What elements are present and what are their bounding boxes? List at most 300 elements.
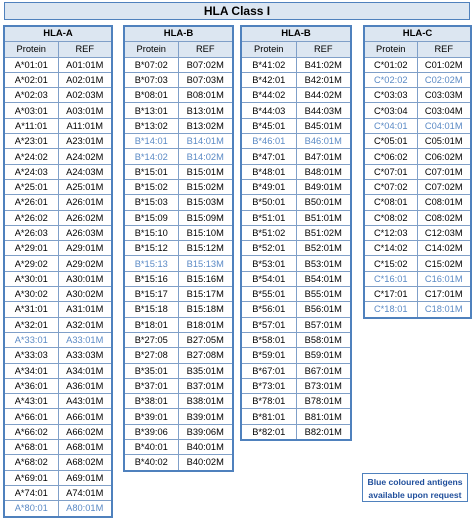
protein-cell: B*42:01 (241, 72, 296, 87)
table-row (241, 424, 351, 440)
ref-cell: A02:03M (58, 88, 112, 103)
table-row (4, 501, 112, 517)
table-row (241, 57, 351, 72)
ref-cell: B78:01M (296, 394, 351, 409)
table-row (364, 195, 471, 210)
table-row (241, 103, 351, 118)
ref-cell: B14:02M (178, 149, 233, 164)
ref-cell: B59:01M (296, 348, 351, 363)
ref-cell: C06:02M (417, 149, 471, 164)
protein-cell: B*67:01 (241, 363, 296, 378)
protein-cell: B*15:16 (124, 271, 178, 286)
ref-cell: B40:01M (178, 440, 233, 455)
table-row (241, 72, 351, 87)
table-row (4, 88, 112, 103)
table-row (4, 179, 112, 194)
table-row (4, 164, 112, 179)
table-row (124, 134, 233, 149)
table-row (124, 424, 233, 439)
protein-cell: A*01:01 (4, 57, 58, 72)
table-row (4, 394, 112, 409)
protein-cell: A*23:01 (4, 134, 58, 149)
protein-cell: B*39:01 (124, 409, 178, 424)
group-header: HLA-A (4, 26, 112, 42)
ref-cell: C05:01M (417, 134, 471, 149)
protein-cell: C*17:01 (364, 287, 417, 302)
ref-cell: B81:01M (296, 409, 351, 424)
table-row (364, 118, 471, 133)
protein-cell: C*16:01 (364, 271, 417, 286)
ref-cell: B52:01M (296, 241, 351, 256)
protein-cell: A*24:02 (4, 149, 58, 164)
protein-cell: A*68:01 (4, 440, 58, 455)
ref-cell: B51:02M (296, 225, 351, 240)
ref-cell: A31:01M (58, 302, 112, 317)
ref-cell: B39:01M (178, 409, 233, 424)
protein-header: Protein (364, 42, 417, 57)
ref-cell: A30:02M (58, 287, 112, 302)
protein-cell: C*15:02 (364, 256, 417, 271)
ref-cell: A68:01M (58, 440, 112, 455)
ref-cell: B18:01M (178, 317, 233, 332)
table-row (241, 179, 351, 194)
ref-cell: B50:01M (296, 195, 351, 210)
protein-cell: C*03:04 (364, 103, 417, 118)
table-row (124, 225, 233, 240)
table-row (364, 149, 471, 164)
protein-cell: A*43:01 (4, 394, 58, 409)
ref-cell: C02:02M (417, 72, 471, 87)
hla-a-column (3, 25, 113, 518)
protein-cell: A*26:03 (4, 225, 58, 240)
table-row (124, 378, 233, 393)
table-row (4, 409, 112, 424)
protein-cell: B*52:01 (241, 241, 296, 256)
table-row (241, 164, 351, 179)
hla-c-table (363, 25, 472, 319)
table-body (241, 57, 351, 440)
protein-cell: A*30:02 (4, 287, 58, 302)
ref-cell: A43:01M (58, 394, 112, 409)
protein-cell: B*15:09 (124, 210, 178, 225)
table-row (364, 241, 471, 256)
table-row (124, 455, 233, 471)
protein-cell: B*15:03 (124, 195, 178, 210)
table-row (241, 317, 351, 332)
protein-cell: B*38:01 (124, 394, 178, 409)
table-row (364, 88, 471, 103)
protein-cell: C*08:01 (364, 195, 417, 210)
protein-cell: B*73:01 (241, 378, 296, 393)
table-row (124, 256, 233, 271)
protein-cell: C*07:01 (364, 164, 417, 179)
ref-cell: B13:02M (178, 118, 233, 133)
ref-cell: C08:01M (417, 195, 471, 210)
protein-cell: B*51:01 (241, 210, 296, 225)
table-row (364, 134, 471, 149)
ref-cell: A24:03M (58, 164, 112, 179)
protein-cell: B*07:03 (124, 72, 178, 87)
table-row (4, 225, 112, 240)
table-row (124, 363, 233, 378)
protein-cell: A*32:01 (4, 317, 58, 332)
protein-cell: C*04:01 (364, 118, 417, 133)
protein-cell: A*66:02 (4, 424, 58, 439)
protein-cell: A*25:01 (4, 179, 58, 194)
ref-cell: B15:16M (178, 271, 233, 286)
table-row (124, 394, 233, 409)
table-row (241, 241, 351, 256)
table-row (124, 164, 233, 179)
ref-cell: C01:02M (417, 57, 471, 72)
ref-header: REF (178, 42, 233, 57)
protein-cell: B*15:13 (124, 256, 178, 271)
ref-cell: A26:01M (58, 195, 112, 210)
protein-cell: B*07:02 (124, 57, 178, 72)
hla-a-table (3, 25, 113, 518)
ref-cell: B15:17M (178, 287, 233, 302)
ref-cell: C03:04M (417, 103, 471, 118)
table-row (241, 210, 351, 225)
table-row (124, 88, 233, 103)
ref-cell: C04:01M (417, 118, 471, 133)
protein-cell: A*11:01 (4, 118, 58, 133)
ref-cell: C03:03M (417, 88, 471, 103)
protein-cell: B*15:01 (124, 164, 178, 179)
protein-cell: B*53:01 (241, 256, 296, 271)
ref-cell: B07:03M (178, 72, 233, 87)
table-row (4, 57, 112, 72)
table-row (364, 72, 471, 87)
ref-cell: B37:01M (178, 378, 233, 393)
group-header: HLA-B (124, 26, 233, 42)
table-row (4, 440, 112, 455)
ref-cell: C08:02M (417, 210, 471, 225)
table-row (124, 332, 233, 347)
ref-cell: C07:01M (417, 164, 471, 179)
protein-cell: A*24:03 (4, 164, 58, 179)
table-row (241, 225, 351, 240)
protein-cell: C*03:03 (364, 88, 417, 103)
protein-cell: B*56:01 (241, 302, 296, 317)
ref-cell: B42:01M (296, 72, 351, 87)
protein-cell: A*30:01 (4, 271, 58, 286)
table-row (124, 241, 233, 256)
table-row (4, 424, 112, 439)
table-row (364, 103, 471, 118)
ref-cell: A33:01M (58, 332, 112, 347)
table-row (364, 256, 471, 271)
table-row (124, 179, 233, 194)
ref-cell: B73:01M (296, 378, 351, 393)
table-row (4, 134, 112, 149)
ref-cell: A26:03M (58, 225, 112, 240)
ref-cell: A01:01M (58, 57, 112, 72)
table-row (4, 241, 112, 256)
table-row (4, 317, 112, 332)
protein-cell: B*58:01 (241, 332, 296, 347)
protein-cell: B*45:01 (241, 118, 296, 133)
hla-b-table-1 (123, 25, 234, 472)
ref-cell: B27:08M (178, 348, 233, 363)
protein-header: Protein (124, 42, 178, 57)
table-row (241, 363, 351, 378)
table-row (4, 455, 112, 470)
table-row (124, 287, 233, 302)
protein-cell: B*44:02 (241, 88, 296, 103)
table-row (4, 378, 112, 393)
protein-cell: B*57:01 (241, 317, 296, 332)
table-row (124, 317, 233, 332)
table-row (241, 287, 351, 302)
protein-cell: B*15:12 (124, 241, 178, 256)
table-row (364, 271, 471, 286)
ref-cell: A74:01M (58, 485, 112, 500)
table-row (4, 72, 112, 87)
ref-cell: B35:01M (178, 363, 233, 378)
protein-cell: A*03:01 (4, 103, 58, 118)
ref-cell: A34:01M (58, 363, 112, 378)
ref-cell: B40:02M (178, 455, 233, 471)
ref-cell: A69:01M (58, 470, 112, 485)
ref-cell: A02:01M (58, 72, 112, 87)
protein-cell: B*35:01 (124, 363, 178, 378)
table-row (4, 363, 112, 378)
protein-cell: B*39:06 (124, 424, 178, 439)
protein-cell: B*14:01 (124, 134, 178, 149)
hla-b-column-2 (240, 25, 352, 441)
protein-cell: C*07:02 (364, 179, 417, 194)
table-row (4, 118, 112, 133)
ref-cell: A03:01M (58, 103, 112, 118)
ref-cell: A26:02M (58, 210, 112, 225)
protein-cell: B*08:01 (124, 88, 178, 103)
protein-cell: B*51:02 (241, 225, 296, 240)
protein-cell: B*40:01 (124, 440, 178, 455)
table-row (124, 149, 233, 164)
ref-cell: B08:01M (178, 88, 233, 103)
protein-cell: B*78:01 (241, 394, 296, 409)
table-row (4, 470, 112, 485)
note-line-1: Blue coloured antigens (367, 477, 463, 487)
protein-cell: C*06:02 (364, 149, 417, 164)
protein-cell: C*08:02 (364, 210, 417, 225)
protein-cell: B*49:01 (241, 179, 296, 194)
ref-cell: B53:01M (296, 256, 351, 271)
protein-cell: A*26:02 (4, 210, 58, 225)
protein-cell: B*50:01 (241, 195, 296, 210)
protein-cell: B*44:03 (241, 103, 296, 118)
hla-c-column (363, 25, 472, 319)
ref-cell: C16:01M (417, 271, 471, 286)
protein-header: Protein (241, 42, 296, 57)
table-row (4, 332, 112, 347)
protein-cell: A*36:01 (4, 378, 58, 393)
table-row (364, 179, 471, 194)
ref-cell: C07:02M (417, 179, 471, 194)
ref-cell: B44:03M (296, 103, 351, 118)
table-row (241, 378, 351, 393)
ref-cell: B15:13M (178, 256, 233, 271)
ref-cell: A32:01M (58, 317, 112, 332)
table-row (364, 164, 471, 179)
ref-cell: A36:01M (58, 378, 112, 393)
protein-cell: B*48:01 (241, 164, 296, 179)
ref-cell: B15:03M (178, 195, 233, 210)
table-row (241, 118, 351, 133)
ref-cell: B54:01M (296, 271, 351, 286)
hla-b-table-2 (240, 25, 352, 441)
ref-cell: B82:01M (296, 424, 351, 440)
table-row (124, 409, 233, 424)
ref-cell: B56:01M (296, 302, 351, 317)
protein-cell: B*40:02 (124, 455, 178, 471)
protein-cell: A*02:03 (4, 88, 58, 103)
protein-cell: C*14:02 (364, 241, 417, 256)
ref-header: REF (58, 42, 112, 57)
protein-cell: B*15:10 (124, 225, 178, 240)
protein-cell: B*18:01 (124, 317, 178, 332)
ref-cell: B55:01M (296, 287, 351, 302)
table-row (124, 195, 233, 210)
group-header: HLA-C (364, 26, 471, 42)
table-row (4, 103, 112, 118)
ref-cell: B15:02M (178, 179, 233, 194)
ref-cell: B47:01M (296, 149, 351, 164)
protein-cell: B*15:18 (124, 302, 178, 317)
table-row (4, 302, 112, 317)
table-row (124, 118, 233, 133)
ref-cell: A11:01M (58, 118, 112, 133)
protein-cell: B*27:05 (124, 332, 178, 347)
ref-cell: B39:06M (178, 424, 233, 439)
table-row (4, 287, 112, 302)
table-body (364, 57, 471, 318)
protein-header: Protein (4, 42, 58, 57)
ref-cell: C14:02M (417, 241, 471, 256)
protein-cell: B*14:02 (124, 149, 178, 164)
protein-cell: A*26:01 (4, 195, 58, 210)
table-row (4, 348, 112, 363)
ref-cell: B38:01M (178, 394, 233, 409)
protein-cell: C*05:01 (364, 134, 417, 149)
protein-cell: A*02:01 (4, 72, 58, 87)
ref-cell: B15:01M (178, 164, 233, 179)
protein-cell: A*80:01 (4, 501, 58, 517)
protein-cell: B*46:01 (241, 134, 296, 149)
table-row (4, 485, 112, 500)
protein-cell: B*13:01 (124, 103, 178, 118)
ref-cell: B58:01M (296, 332, 351, 347)
table-row (124, 440, 233, 455)
ref-cell: B15:10M (178, 225, 233, 240)
table-row (124, 57, 233, 72)
ref-header: REF (296, 42, 351, 57)
table-row (124, 302, 233, 317)
table-row (241, 88, 351, 103)
protein-cell: C*18:01 (364, 302, 417, 318)
protein-cell: B*37:01 (124, 378, 178, 393)
protein-cell: A*74:01 (4, 485, 58, 500)
table-row (241, 256, 351, 271)
table-row (124, 103, 233, 118)
protein-cell: B*15:02 (124, 179, 178, 194)
protein-cell: B*54:01 (241, 271, 296, 286)
table-row (124, 348, 233, 363)
protein-cell: B*47:01 (241, 149, 296, 164)
table-row (364, 287, 471, 302)
availability-note (362, 473, 468, 502)
page-title: HLA Class I (4, 2, 470, 20)
ref-cell: A23:01M (58, 134, 112, 149)
table-row (124, 271, 233, 286)
table-body (4, 57, 112, 516)
table-row (4, 210, 112, 225)
protein-cell: B*59:01 (241, 348, 296, 363)
ref-cell: A29:02M (58, 256, 112, 271)
ref-cell: B45:01M (296, 118, 351, 133)
protein-cell: B*27:08 (124, 348, 178, 363)
ref-cell: B48:01M (296, 164, 351, 179)
table-row (4, 149, 112, 164)
ref-header: REF (417, 42, 471, 57)
protein-cell: B*81:01 (241, 409, 296, 424)
ref-cell: B41:02M (296, 57, 351, 72)
ref-cell: A66:02M (58, 424, 112, 439)
table-row (364, 57, 471, 72)
ref-cell: A33:03M (58, 348, 112, 363)
protein-cell: B*82:01 (241, 424, 296, 440)
protein-cell: A*29:02 (4, 256, 58, 271)
table-row (241, 302, 351, 317)
ref-cell: B15:12M (178, 241, 233, 256)
table-row (241, 394, 351, 409)
table-row (241, 332, 351, 347)
table-row (4, 195, 112, 210)
hla-b-column-1 (123, 25, 234, 472)
table-body (124, 57, 233, 471)
ref-cell: B57:01M (296, 317, 351, 332)
ref-cell: C17:01M (417, 287, 471, 302)
ref-cell: B07:02M (178, 57, 233, 72)
protein-cell: B*13:02 (124, 118, 178, 133)
protein-cell: A*29:01 (4, 241, 58, 256)
protein-cell: B*15:17 (124, 287, 178, 302)
table-row (364, 302, 471, 318)
ref-cell: C18:01M (417, 302, 471, 318)
table-row (241, 134, 351, 149)
note-line-2: available upon request (368, 489, 462, 500)
table-row (241, 409, 351, 424)
protein-cell: C*02:02 (364, 72, 417, 87)
table-row (241, 348, 351, 363)
ref-cell: A24:02M (58, 149, 112, 164)
ref-cell: C15:02M (417, 256, 471, 271)
protein-cell: A*68:02 (4, 455, 58, 470)
table-row (241, 271, 351, 286)
table-row (124, 210, 233, 225)
table-row (4, 256, 112, 271)
table-row (124, 72, 233, 87)
protein-cell: C*01:02 (364, 57, 417, 72)
ref-cell: A68:02M (58, 455, 112, 470)
ref-cell: B15:09M (178, 210, 233, 225)
table-row (4, 271, 112, 286)
ref-cell: A30:01M (58, 271, 112, 286)
protein-cell: B*55:01 (241, 287, 296, 302)
ref-cell: B46:01M (296, 134, 351, 149)
group-header: HLA-B (241, 26, 351, 42)
